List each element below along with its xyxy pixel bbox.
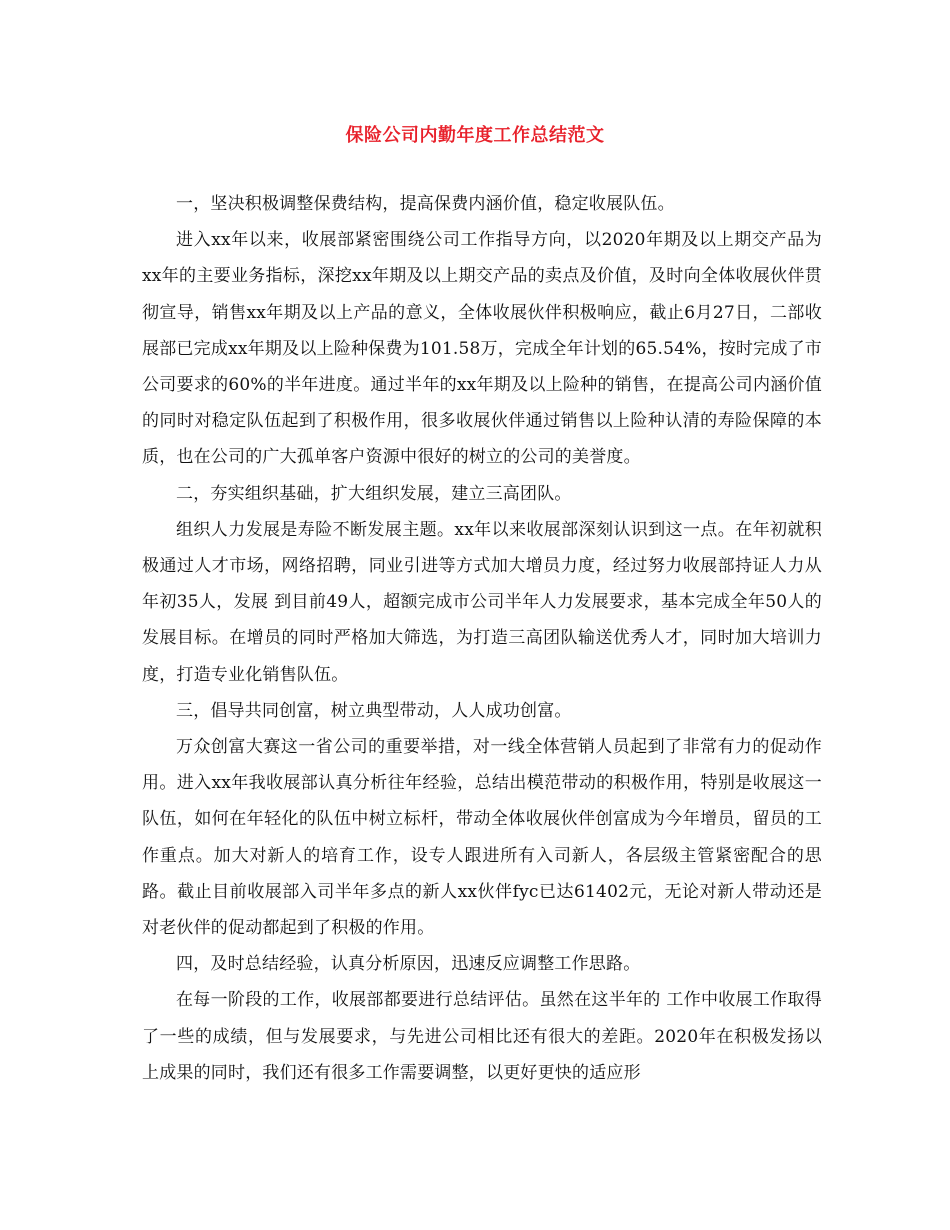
body-paragraph-1: 进入xx年以来，收展部紧密围绕公司工作指导方向，以2020年期及以上期交产品为xx年的主要业务指标，深挖xx年期及以上期交产品的卖点及价值，及时向全体收展伙伴贯彻宣导，销售xx年期及以上产品的意义，全体收展伙伴积极响应，截止6月27日，二部收展部已完成xx年期及以上险种保费为101.58万，完成全年计划的65.54%，按时完成了市公司要求的60%的半年进度。通过半年的xx年期及以上险种的销售，在提高公司内涵价值的同时对稳定队伍起到了积极作用，很多收展伙伴通过销售以上险种认清的寿险保障的本质，也在公司的广大孤单客户资源中很好的树立的公司的美誉度。: [142, 230, 822, 468]
section-heading-2: 二，夯实组织基础，扩大组织发展，建立三高团队。: [176, 483, 572, 504]
section-heading-3: 三，倡导共同创富，树立典型带动，人人成功创富。: [176, 700, 572, 721]
body-paragraph-4: 在每一阶段的工作，收展部都要进行总结评估。虽然在这半年的 工作中收展工作取得了一些的成绩，但与发展要求，与先进公司相比还有很大的差距。2020年在积极发扬以上成果的同时，我们还有很多工作需要调整，以更好更快的适应形: [142, 990, 822, 1083]
body-paragraph-3: 万众创富大赛这一省公司的重要举措，对一线全体营销人员起到了非常有力的促动作用。进入xx年我收展部认真分析往年经验，总结出模范带动的积极作用，特别是收展这一队伍，如何在年轻化的队伍中树立标杆，带动全体收展伙伴创富成为今年增员，留员的工作重点。加大对新人的培育工作，设专人跟进所有入司新人，各层级主管紧密配合的思路。截止目前收展部入司半年多点的新人xx伙伴fyc已达61402元，无论对新人带动还是对老伙伴的促动都起到了积极的作用。: [142, 737, 822, 939]
body-paragraph-2: 组织人力发展是寿险不断发展主题。xx年以来收展部深刻认识到这一点。在年初就积极通过人才市场，网络招聘，同业引进等方式加大增员力度，经过努力收展部持证人力从年初35人，发展 到目前49人，超额完成市公司半年人力发展要求，基本完成全年50人的发展目标。在增员的同时严格加大筛选，为打造三高团队输送优秀人才，同时加大培训力度，打造专业化销售队伍。: [142, 519, 822, 685]
section-heading-4: 四，及时总结经验，认真分析原因，迅速反应调整工作思路。: [176, 954, 641, 975]
section-heading-1: 一，坚决积极调整保费结构，提高保费内涵价值，稳定收展队伍。: [176, 194, 675, 214]
document-body: [142, 186, 822, 1091]
document-title: 保险公司内勤年度工作总结范文: [345, 125, 605, 146]
